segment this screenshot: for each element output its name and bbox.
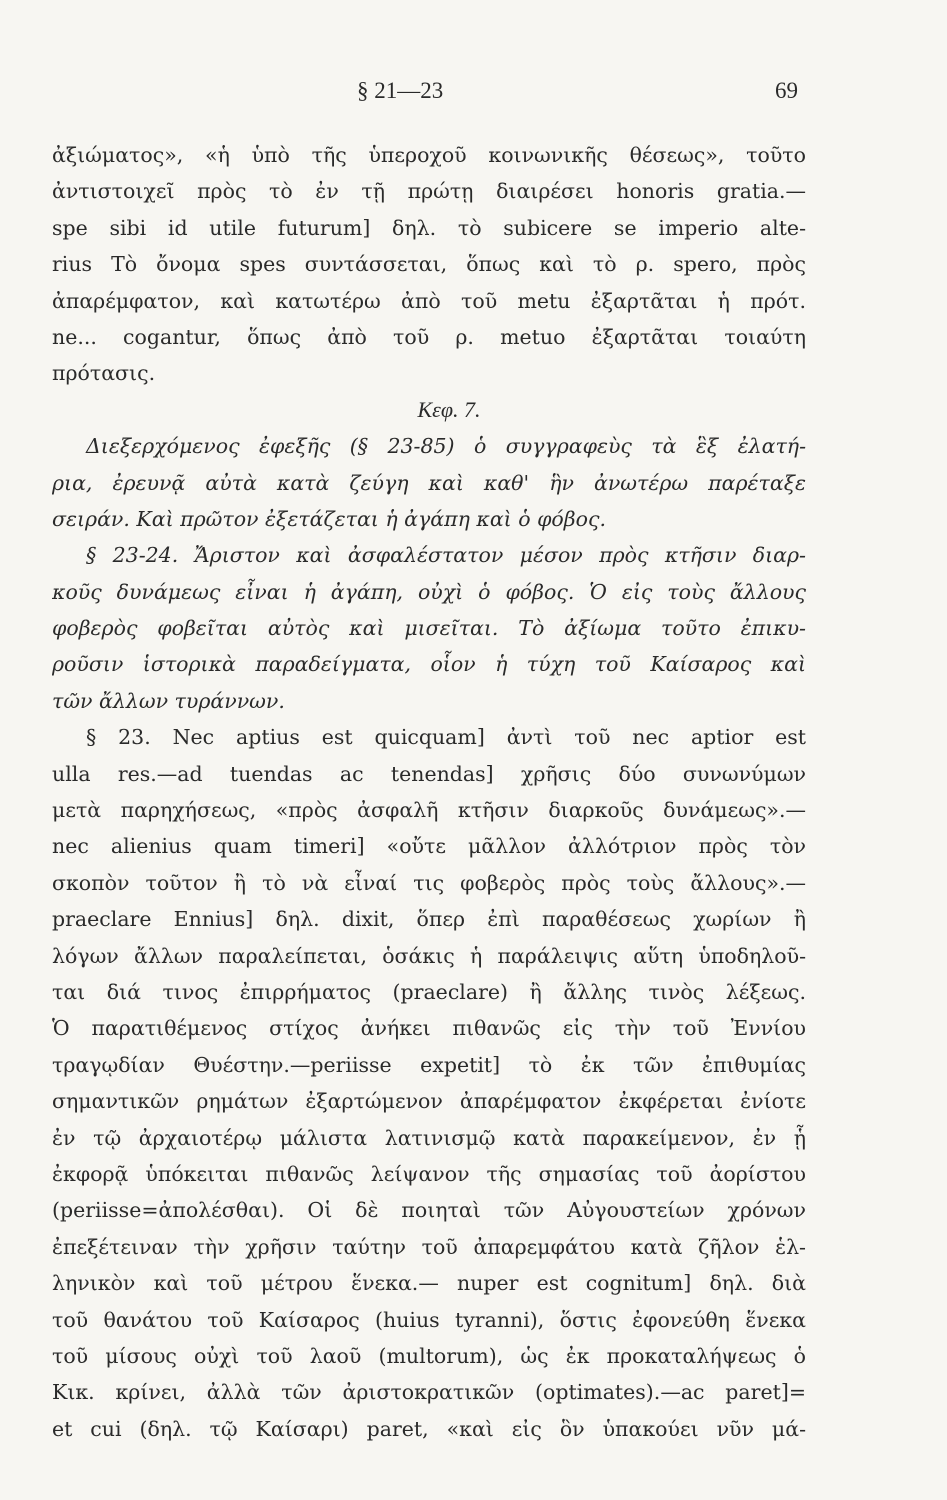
commentary-line: praeclare Ennius] δηλ. dixit, ὅπερ ἐπὶ παραθέσεως χωρίων ἢ [52, 907, 806, 932]
commentary-line: μετὰ παρηχήσεως, «πρὸς ἀσφαλῆ κτῆσιν διαρκοῦς δυνάμεως».— [52, 798, 806, 823]
section-summary-line: § 23-24. Ἄριστον καὶ ἀσφαλέστατον μέσον πρὸς κτῆσιν διαρ- [86, 543, 806, 568]
text-line: rius Τὸ ὄνομα spes συντάσσεται, ὅπως καὶ τὸ ρ. spero, πρὸς [52, 252, 806, 277]
commentary-line: τραγῳδίαν Θυέστην.—periisse expetit] τὸ ἐκ τῶν ἐπιθυμίας [52, 1052, 806, 1077]
commentary-line: (periisse=ἀπολέσθαι). Οἱ δὲ ποιηταὶ τῶν Αὐγουστείων χρόνων [52, 1198, 806, 1223]
commentary-line: Ὁ παρατιθέμενος στίχος ἀνήκει πιθανῶς εἰς τὴν τοῦ Ἐννίου [52, 1016, 806, 1041]
commentary-line: § 23. Nec aptius est quicquam] ἀντὶ τοῦ nec aptior est [86, 725, 806, 750]
commentary-line: Κικ. κρίνει, ἀλλὰ τῶν ἀριστοκρατικῶν (optimates).—ac paret]= [52, 1380, 806, 1405]
commentary-line: σημαντικῶν ρημάτων ἐξαρτώμενον ἀπαρέμφατον ἐκφέρεται ἐνίοτε [52, 1089, 806, 1114]
chapter-heading: Κεφ. 7. [417, 396, 481, 422]
text-line: ἀξιώματος», «ἡ ὑπὸ τῆς ὑπεροχοῦ κοινωνικῆς θέσεως», τοῦτο [52, 143, 806, 167]
commentary-line: ται διά τινος ἐπιρρήματος (praeclare) ἢ ἄλλης τινὸς λέξεως. [52, 979, 806, 1004]
commentary-line: nec alienius quam timeri] «οὔτε μᾶλλον ἀλλότριον πρὸς τὸν [52, 834, 806, 859]
commentary-line: et cui (δηλ. τῷ Καίσαρι) paret, «καὶ εἰς ὃν ὑπακούει νῦν μά- [52, 1416, 806, 1441]
body-text [52, 137, 806, 1447]
page-number: 69 [775, 78, 798, 103]
section-summary-line: φοβερὸς φοβεῖται αὐτὸς καὶ μισεῖται. Τὸ ἀξίωμα τοῦτο ἐπικυ- [52, 616, 806, 641]
section-summary-line: τῶν ἄλλων τυράννων. [52, 688, 285, 713]
chapter-summary-line: σειράν. Καὶ πρῶτον ἐξετάζεται ἡ ἀγάπη καὶ ὁ φόβος. [52, 506, 606, 531]
section-reference: § 21—23 [357, 78, 444, 103]
section-summary-line: κοῦς δυνάμεως εἶναι ἡ ἀγάπη, οὐχὶ ὁ φόβος. Ὁ εἰς τοὺς ἄλλους [52, 579, 806, 604]
commentary-line: ληνικὸν καὶ τοῦ μέτρου ἕνεκα.— nuper est cognitum] δηλ. διὰ [52, 1271, 806, 1296]
text-line: spe sibi id utile futurum] δηλ. τὸ subicere se imperio alte- [52, 215, 806, 240]
commentary-line: σκοπὸν τοῦτον ἢ τὸ νὰ εἶναί τις φοβερὸς πρὸς τοὺς ἄλλους».— [52, 870, 806, 895]
text-line: πρότασις. [52, 361, 156, 386]
chapter-summary-line: ρια, ἐρευνᾷ αὐτὰ κατὰ ζεύγη καὶ καθ' ἣν ἀνωτέρω παρέταξε [52, 470, 806, 495]
commentary-line: ἐν τῷ ἀρχαιοτέρῳ μάλιστα λατινισμῷ κατὰ παρακείμενον, ἐν ᾗ [52, 1125, 806, 1150]
commentary-line: λόγων ἄλλων παραλείπεται, ὁσάκις ἡ παράλειψις αὕτη ὑποδηλοῦ- [52, 943, 806, 968]
commentary-line: τοῦ μίσους οὐχὶ τοῦ λαοῦ (multorum), ὡς ἐκ προκαταλήψεως ὁ [52, 1343, 806, 1368]
commentary-line: ἐκφορᾷ ὑπόκειται πιθανῶς λείψανον τῆς σημασίας τοῦ ἀορίστου [52, 1161, 806, 1186]
commentary-line: ulla res.—ad tuendas ac tenendas] χρῆσις δύο συνωνύμων [52, 761, 806, 786]
section-summary-line: ροῦσιν ἱστορικὰ παραδείγματα, οἷον ἡ τύχη τοῦ Καίσαρος καὶ [52, 652, 806, 677]
text-line: ἀντιστοιχεῖ πρὸς τὸ ἐν τῇ πρώτῃ διαιρέσει honoris gratia.— [52, 179, 806, 204]
chapter-summary-line: Διεξερχόμενος ἐφεξῆς (§ 23-85) ὁ συγγραφεὺς τὰ ἓξ ἐλατή- [86, 434, 806, 459]
commentary-line: τοῦ θανάτου τοῦ Καίσαρος (huius tyranni), ὅστις ἐφονεύθη ἕνεκα [52, 1307, 806, 1332]
text-line: ἀπαρέμφατον, καὶ κατωτέρω ἀπὸ τοῦ metu ἐξαρτᾶται ἡ πρότ. [52, 288, 806, 313]
page-header [52, 78, 798, 110]
commentary-line: ἐπεξέτειναν τὴν χρῆσιν ταύτην τοῦ ἀπαρεμφάτου κατὰ ζῆλον ἑλ- [52, 1234, 806, 1259]
text-line: ne... cogantur, ὅπως ἀπὸ τοῦ ρ. metuo ἐξαρτᾶται τοιαύτη [52, 324, 806, 349]
